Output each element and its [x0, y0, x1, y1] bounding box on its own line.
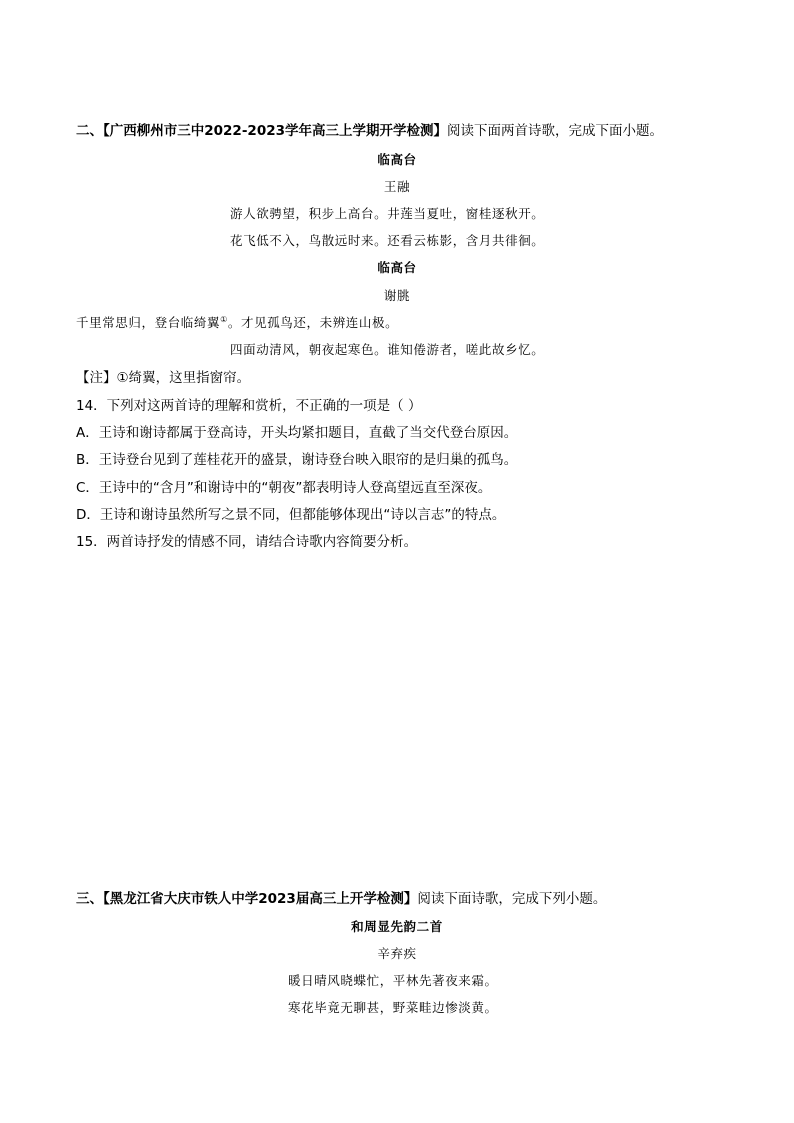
footnote: 【注】①绮翼，这里指窗帘。 — [76, 370, 251, 386]
q14-option-d: D．王诗和谢诗虽然所写之景不同，但都能够体现出“诗以言志”的特点。 — [76, 507, 506, 523]
poem3-title: 和周显先韵二首 — [351, 919, 443, 934]
q14-option-b: B．王诗登台见到了莲桂花开的盛景，谢诗登台映入眼帘的是归巢的孤鸟。 — [76, 452, 518, 468]
section3-header — [76, 890, 606, 908]
poem2-line-1 — [76, 314, 398, 332]
poem2-title: 临高台 — [377, 260, 417, 275]
poem2-author: 谢朓 — [383, 288, 411, 303]
poem2-line-1-text: 千里常思归，登台临绮翼 — [76, 315, 221, 330]
poem3-line-2: 寒花毕竟无聊甚，野菜畦边惨淡黄。 — [288, 1000, 498, 1015]
section2-header — [76, 122, 663, 140]
section3-source: 【黑龙江省大庆市铁人中学2023届高三上开学检测】 — [103, 891, 418, 907]
poem2-line-2: 四面动清风，朝夜起寒色。谁知倦游者，嗟此故乡忆。 — [230, 342, 545, 357]
poem1-title: 临高台 — [377, 152, 417, 167]
q15-stem: 15．两首诗抒发的情感不同，请结合诗歌内容简要分析。 — [76, 534, 418, 550]
poem1-line-2: 花飞低不入，鸟散远时来。还看云栋影，含月共徘徊。 — [230, 233, 545, 248]
q14-stem: 14．下列对这两首诗的理解和赏析，不正确的一项是（ ） — [76, 398, 422, 414]
footnote-marker: ① — [220, 314, 228, 324]
poem1-line-1: 游人欲骋望，积步上高台。井莲当夏吐，窗桂逐秋开。 — [230, 206, 545, 221]
section3-instruction: 阅读下面诗歌，完成下列小题。 — [417, 891, 607, 907]
section2-instruction: 阅读下面两首诗歌，完成下面小题。 — [447, 123, 663, 139]
section2-number: 二、 — [76, 123, 103, 139]
poem1-author: 王融 — [383, 179, 411, 194]
q14-option-a: A．王诗和谢诗都属于登高诗，开头均紧扣题目，直截了当交代登台原因。 — [76, 425, 518, 441]
section3-number: 三、 — [76, 891, 103, 907]
q14-option-c: C．王诗中的“含月”和谢诗中的“朝夜”都表明诗人登高望远直至深夜。 — [76, 480, 492, 496]
poem2-line-1-rest: 。才见孤鸟还，未辨连山极。 — [227, 315, 399, 330]
poem3-author: 辛弃疾 — [377, 946, 417, 961]
poem3-line-1: 暖日晴风晓蝶忙，平林先著夜来霜。 — [288, 973, 498, 988]
section2-source: 【广西柳州市三中2022-2023学年高三上学期开学检测】 — [103, 123, 447, 139]
